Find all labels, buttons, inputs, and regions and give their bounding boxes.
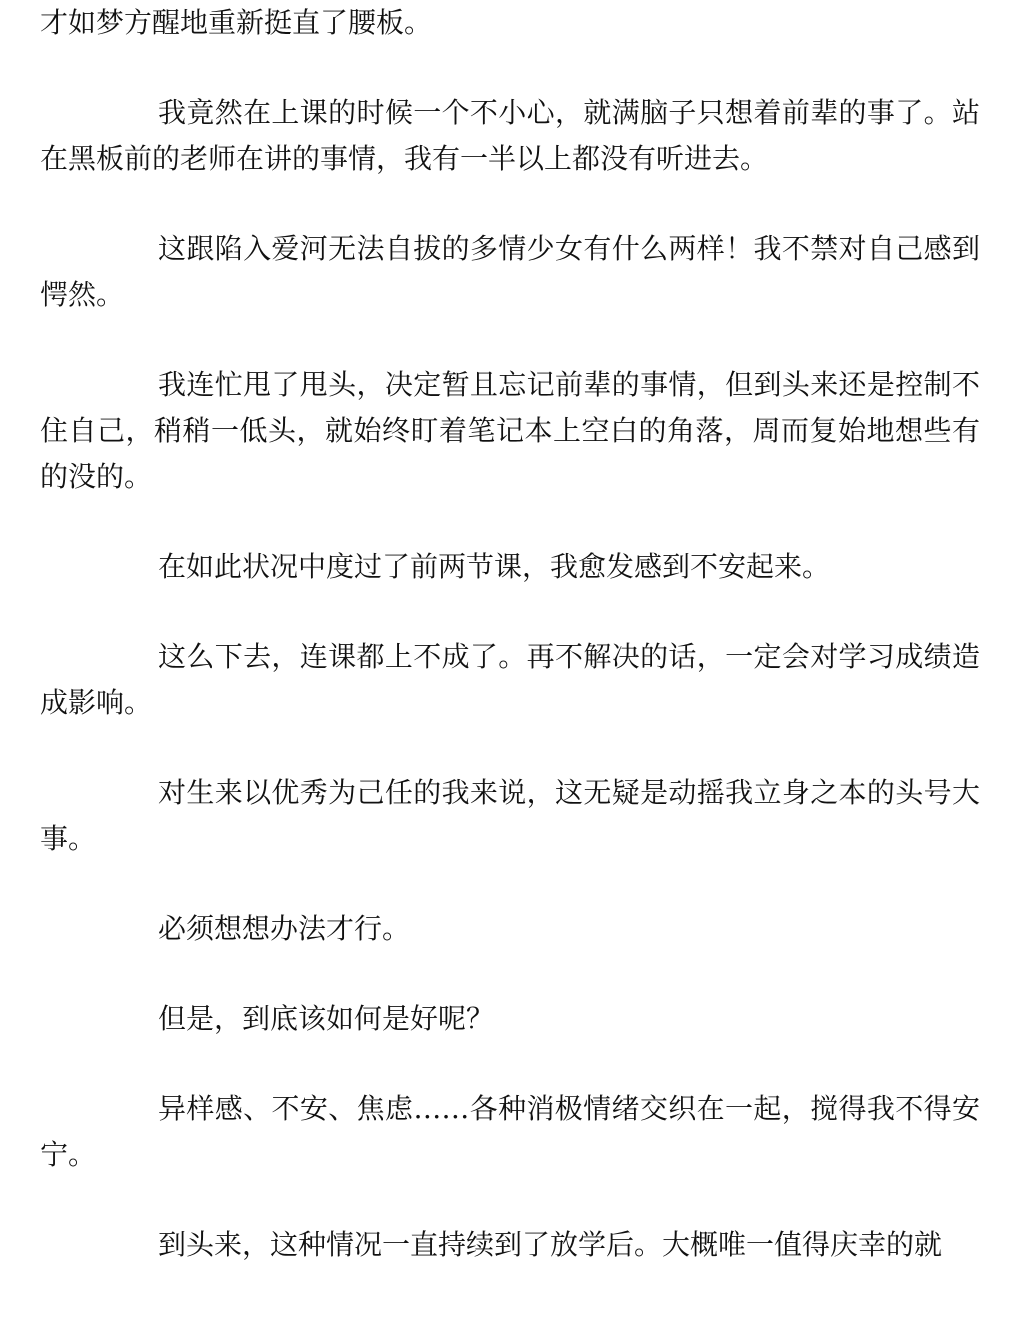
paragraph: 必须想想办法才行。 bbox=[158, 912, 411, 945]
paragraph: 在如此状况中度过了前两节课，我愈发感到不安起来。 bbox=[158, 550, 831, 583]
paragraph: 这么下去，连课都上不成了。再不解决的话，一定会对学习成绩造成影响。 bbox=[40, 640, 980, 719]
paragraph: 但是，到底该如何是好呢？ bbox=[158, 1002, 495, 1035]
paragraph: 异样感、不安、焦虑……各种消极情绪交织在一起，搅得我不得安宁。 bbox=[40, 1092, 980, 1171]
paragraph: 这跟陷入爱河无法自拔的多情少女有什么两样！我不禁对自己感到愕然。 bbox=[40, 232, 980, 311]
paragraph: 我竟然在上课的时候一个不小心，就满脑子只想着前辈的事了。站在黑板前的老师在讲的事情，我有一半以上都没有听进去。 bbox=[40, 96, 980, 175]
paragraph: 我连忙甩了甩头，决定暂且忘记前辈的事情，但到头来还是控制不住自己，稍稍一低头，就始终盯着笔记本上空白的角落，周而复始地想些有的没的。 bbox=[40, 368, 980, 493]
document-page bbox=[40, 0, 980, 1312]
paragraph-continued: 才如梦方醒地重新挺直了腰板。 bbox=[40, 6, 433, 39]
paragraph: 对生来以优秀为己任的我来说，这无疑是动摇我立身之本的头号大事。 bbox=[40, 776, 980, 855]
paragraph: 到头来，这种情况一直持续到了放学后。大概唯一值得庆幸的就 bbox=[158, 1228, 943, 1261]
